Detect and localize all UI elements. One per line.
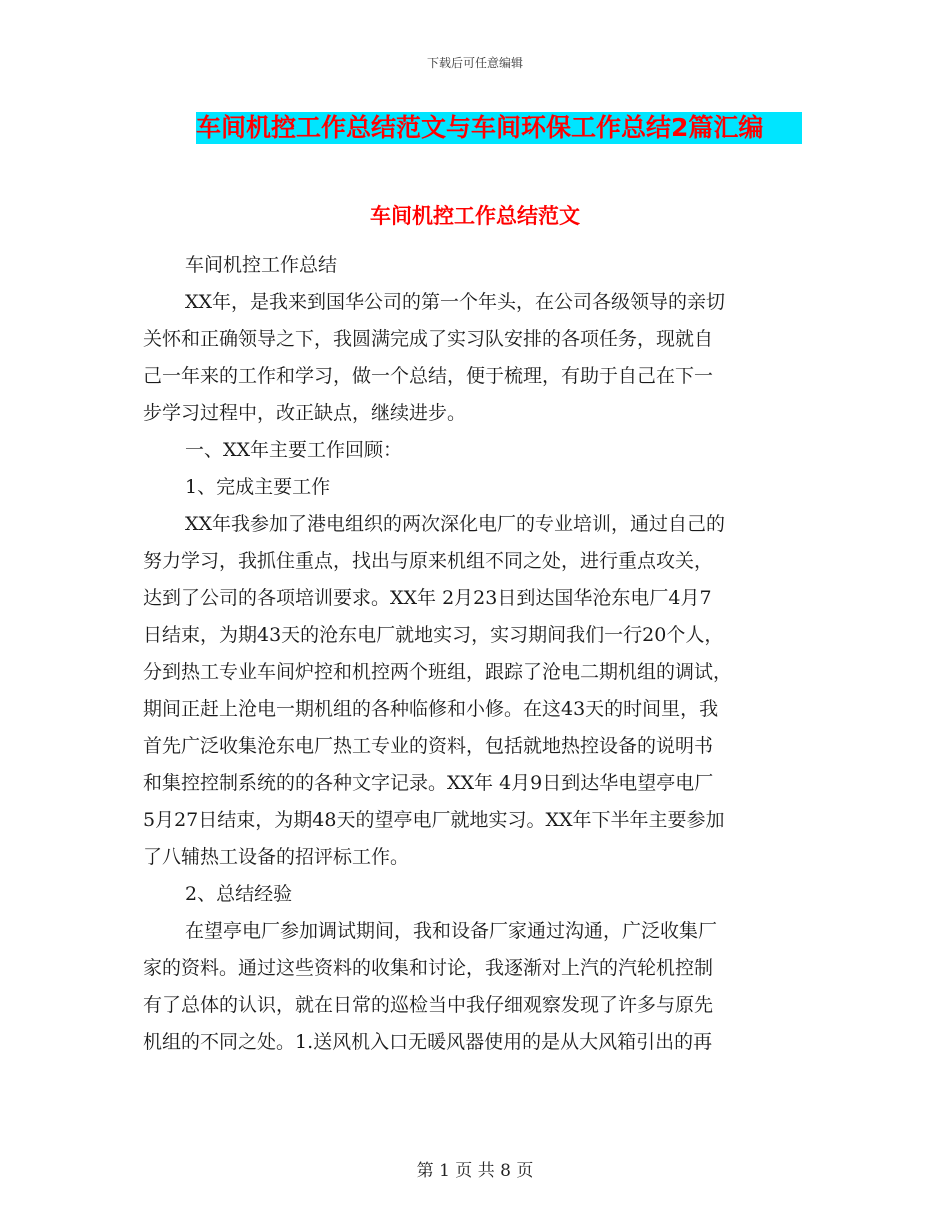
paragraph-line: 5月27日结束，为期48天的望亭电厂就地实习。XX年下半年主要参加 (143, 809, 725, 831)
paragraph-line: 关怀和正确领导之下，我圆满完成了实习队安排的各项任务，现就自 (143, 328, 714, 350)
paragraph-line: XX年我参加了港电组织的两次深化电厂的专业培训，通过自己的 (185, 513, 726, 535)
paragraph-line: 日结束，为期43天的沧东电厂就地实习，实习期间我们一行20个人， (143, 624, 724, 646)
paragraph-line: 家的资料。通过这些资料的收集和讨论，我逐渐对上汽的汽轮机控制 (143, 957, 714, 979)
paragraph-line: 步学习过程中，改正缺点，继续进步。 (143, 402, 467, 424)
section-title: 车间机控工作总结范文 (370, 204, 580, 228)
paragraph-line: 达到了公司的各项培训要求。XX年 2月23日到达国华沧东电厂4月7 (143, 587, 712, 609)
paragraph-line: 和集控控制系统的的各种文字记录。XX年 4月9日到达华电望亭电厂 (143, 772, 714, 794)
paragraph-line: 有了总体的认识，就在日常的巡检当中我仔细观察发现了许多与原先 (143, 994, 714, 1016)
header-note: 下载后可任意编辑 (426, 56, 523, 70)
paragraph-line: 机组的不同之处。1.送风机入口无暖风器使用的是从大风箱引出的再 (143, 1031, 713, 1053)
paragraph-line: 首先广泛收集沧东电厂热工专业的资料，包括就地热控设备的说明书 (143, 735, 714, 757)
paragraph-line: 了八辅热工设备的招评标工作。 (143, 846, 410, 868)
page-footer: 第 1 页 共 8 页 (416, 1161, 534, 1181)
paragraph-line: 1、完成主要工作 (185, 476, 331, 498)
paragraph-line: 期间正赶上沧电一期机组的各种临修和小修。在这43天的时间里，我 (143, 698, 719, 720)
paragraph-line: 车间机控工作总结 (185, 254, 338, 276)
paragraph-line: 2、总结经验 (185, 883, 293, 905)
paragraph-line: 在望亭电厂参加调试期间，我和设备厂家通过沟通，广泛收集厂 (185, 920, 718, 942)
paragraph-line: 分到热工专业车间炉控和机控两个班组，跟踪了沧电二期机组的调试， (143, 661, 733, 683)
document-body (143, 247, 809, 1061)
paragraph-line: XX年，是我来到国华公司的第一个年头，在公司各级领导的亲切 (185, 291, 726, 313)
paragraph-line: 一、XX年主要工作回顾： (185, 439, 403, 461)
document-title: 车间机控工作总结范文与车间环保工作总结2篇汇编 (196, 112, 802, 144)
paragraph-line: 己一年来的工作和学习，做一个总结，便于梳理，有助于自己在下一 (143, 365, 714, 387)
paragraph-line: 努力学习，我抓住重点，找出与原来机组不同之处，进行重点攻关， (143, 550, 714, 572)
